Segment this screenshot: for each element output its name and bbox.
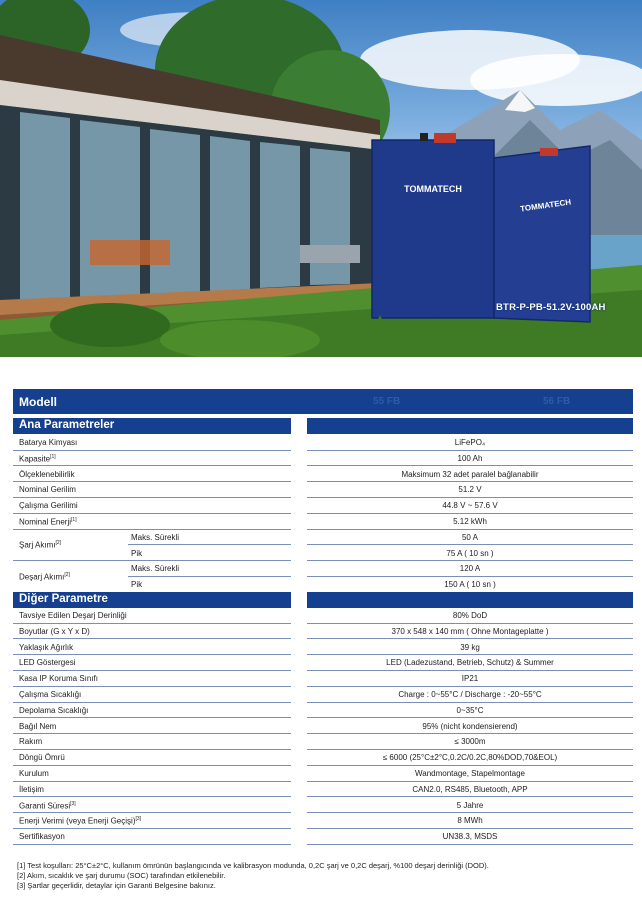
row-label: Tavsiye Edilen Deşarj Derinliği xyxy=(19,611,127,620)
row-label: Nominal Enerji[1] xyxy=(19,517,77,527)
row-label: İletişim xyxy=(19,784,44,794)
row-label: Çalışma Gerilimi xyxy=(19,501,78,511)
table-row xyxy=(13,687,633,703)
row-value: LED (Ladezustand, Betrieb, Schutz) & Summer xyxy=(386,658,554,668)
table-row xyxy=(13,719,633,735)
footnote-3: [3] Şartlar geçerlidir, detaylar için Garanti Belgesine bakınız. xyxy=(17,881,216,890)
section-other-header-right xyxy=(307,592,633,608)
row-label: Kasa IP Koruma Sınıfı xyxy=(19,674,99,684)
model-title: Modell xyxy=(19,395,57,409)
table-row xyxy=(13,798,633,814)
row-value: 0~35°C xyxy=(456,705,484,715)
table-row xyxy=(13,451,633,467)
row-label: Bağıl Nem xyxy=(19,721,57,731)
row-label: Ölçeklenebilirlik xyxy=(19,469,75,479)
row-label: Batarya Kimyası xyxy=(19,438,78,447)
row-sublabel: Pik xyxy=(131,548,143,558)
table-row xyxy=(13,671,633,687)
row-label: Rakım xyxy=(19,737,43,747)
row-label: Çalışma Sıcaklığı xyxy=(19,690,82,699)
row-value: 8 MWh xyxy=(457,816,483,826)
table-row xyxy=(13,514,633,530)
table-row xyxy=(13,829,633,845)
row-label: Boyutlar (G x Y x D) xyxy=(19,626,90,636)
row-label: Sertifikasyon xyxy=(19,832,65,842)
table-row xyxy=(13,750,633,766)
charge-current-label: Şarj Akımı[2] xyxy=(19,540,62,550)
row-note: [3] xyxy=(70,800,76,807)
table-row xyxy=(13,813,633,829)
row-value: 5 Jahre xyxy=(456,800,484,810)
row-label: Yaklaşık Ağırlık xyxy=(19,642,74,652)
row-value: 370 x 548 x 140 mm ( Ohne Montageplatte ) xyxy=(391,626,549,636)
hero-model-label: BTR-P-PB-51.2V-100AH xyxy=(496,302,606,313)
row-note: [1] xyxy=(71,517,77,523)
row-value: 80% DoD xyxy=(452,611,488,620)
model-ghost-a: 55 FB xyxy=(373,396,401,407)
row-sublabel: Pik xyxy=(131,580,143,590)
table-row xyxy=(13,561,633,577)
row-sublabel: Maks. Sürekli xyxy=(131,532,180,542)
row-value: Maksimum 32 adet paralel bağlanabilir xyxy=(401,469,539,479)
row-note: [1] xyxy=(50,453,56,460)
row-value: 51.2 V xyxy=(458,485,482,495)
table-row xyxy=(13,766,633,782)
row-label: Döngü Ömrü xyxy=(19,753,65,763)
row-value: 150 A ( 10 sn ) xyxy=(444,580,496,590)
table-row xyxy=(13,640,633,656)
row-value: 5.12 kWh xyxy=(453,517,487,526)
row-value: 95% (nicht kondensierend) xyxy=(422,721,518,731)
table-row xyxy=(13,608,633,624)
row-value: Wandmontage, Stapelmontage xyxy=(415,769,525,778)
row-value: ≤ 6000 (25°C±2°C,0.2C/0.2C,80%DOD,70&EOL) xyxy=(382,753,558,763)
table-row xyxy=(13,498,633,514)
row-value: ≤ 3000m xyxy=(454,737,486,747)
table-row xyxy=(13,530,633,546)
section-other-header xyxy=(13,592,291,608)
table-row xyxy=(13,655,633,671)
section-main-header xyxy=(13,418,291,434)
table-row xyxy=(13,782,633,798)
table-row xyxy=(13,734,633,750)
row-divider xyxy=(13,844,291,845)
row-value: 39 kg xyxy=(460,642,480,652)
row-value: CAN2.0, RS485, Bluetooth, APP xyxy=(412,784,528,794)
section-other-title: Diğer Parametre xyxy=(19,593,108,605)
table-row xyxy=(13,546,633,562)
row-label: LED Göstergesi xyxy=(19,658,76,668)
row-value: 50 A xyxy=(461,532,478,542)
discharge-current-label: Deşarj Akımı[2] xyxy=(19,572,70,582)
row-value: 120 A xyxy=(459,564,481,574)
table-row xyxy=(13,624,633,640)
row-divider xyxy=(307,844,633,845)
row-value: LiFePO₄ xyxy=(454,438,486,447)
row-value: 75 A ( 10 sn ) xyxy=(446,548,494,558)
row-label: Kapasite[1] xyxy=(19,453,56,464)
section-main-title: Ana Parametreler xyxy=(19,419,115,431)
model-header xyxy=(13,389,633,414)
table-row xyxy=(13,577,633,593)
model-ghost-b: 56 FB xyxy=(543,396,571,407)
svg-text:TOMMATECH: TOMMATECH xyxy=(404,184,462,194)
footnote-2: [2] Akım, sıcaklık ve şarj durumu (SOC) tarafından etkilenebilir. xyxy=(17,871,226,880)
row-value: Charge : 0~55°C / Discharge : -20~55°C xyxy=(398,690,542,699)
row-label: Kurulum xyxy=(19,769,49,778)
row-value: 100 Ah xyxy=(457,453,483,463)
svg-text:TOMMATECH: TOMMATECH xyxy=(519,197,572,214)
section-main-header-right xyxy=(307,418,633,434)
row-note: [3] xyxy=(135,816,142,823)
row-value: IP21 xyxy=(461,674,479,684)
row-value: UN38.3, MSDS xyxy=(442,832,498,842)
table-row xyxy=(13,703,633,719)
footnote-1: [1] Test koşulları: 25°C±2°C, kullanım ömrünün başlangıcında ve kalibrasyon modunda, 0,2C şarj ve 0,2C deşarj, %100 deşarj derinliği (DOD). xyxy=(17,861,489,870)
table-row xyxy=(13,435,633,451)
hero-image xyxy=(0,0,642,357)
row-label: Nominal Gerilim xyxy=(19,485,76,495)
row-label: Depolama Sıcaklığı xyxy=(19,705,89,715)
row-label: Enerji Verimi (veya Enerji Geçişi)[3] xyxy=(19,816,142,827)
row-value: 44.8 V ~ 57.6 V xyxy=(442,501,498,511)
table-row xyxy=(13,467,633,483)
row-sublabel: Maks. Sürekli xyxy=(131,564,180,574)
row-label: Garanti Süresi[3] xyxy=(19,800,76,811)
table-row xyxy=(13,482,633,498)
